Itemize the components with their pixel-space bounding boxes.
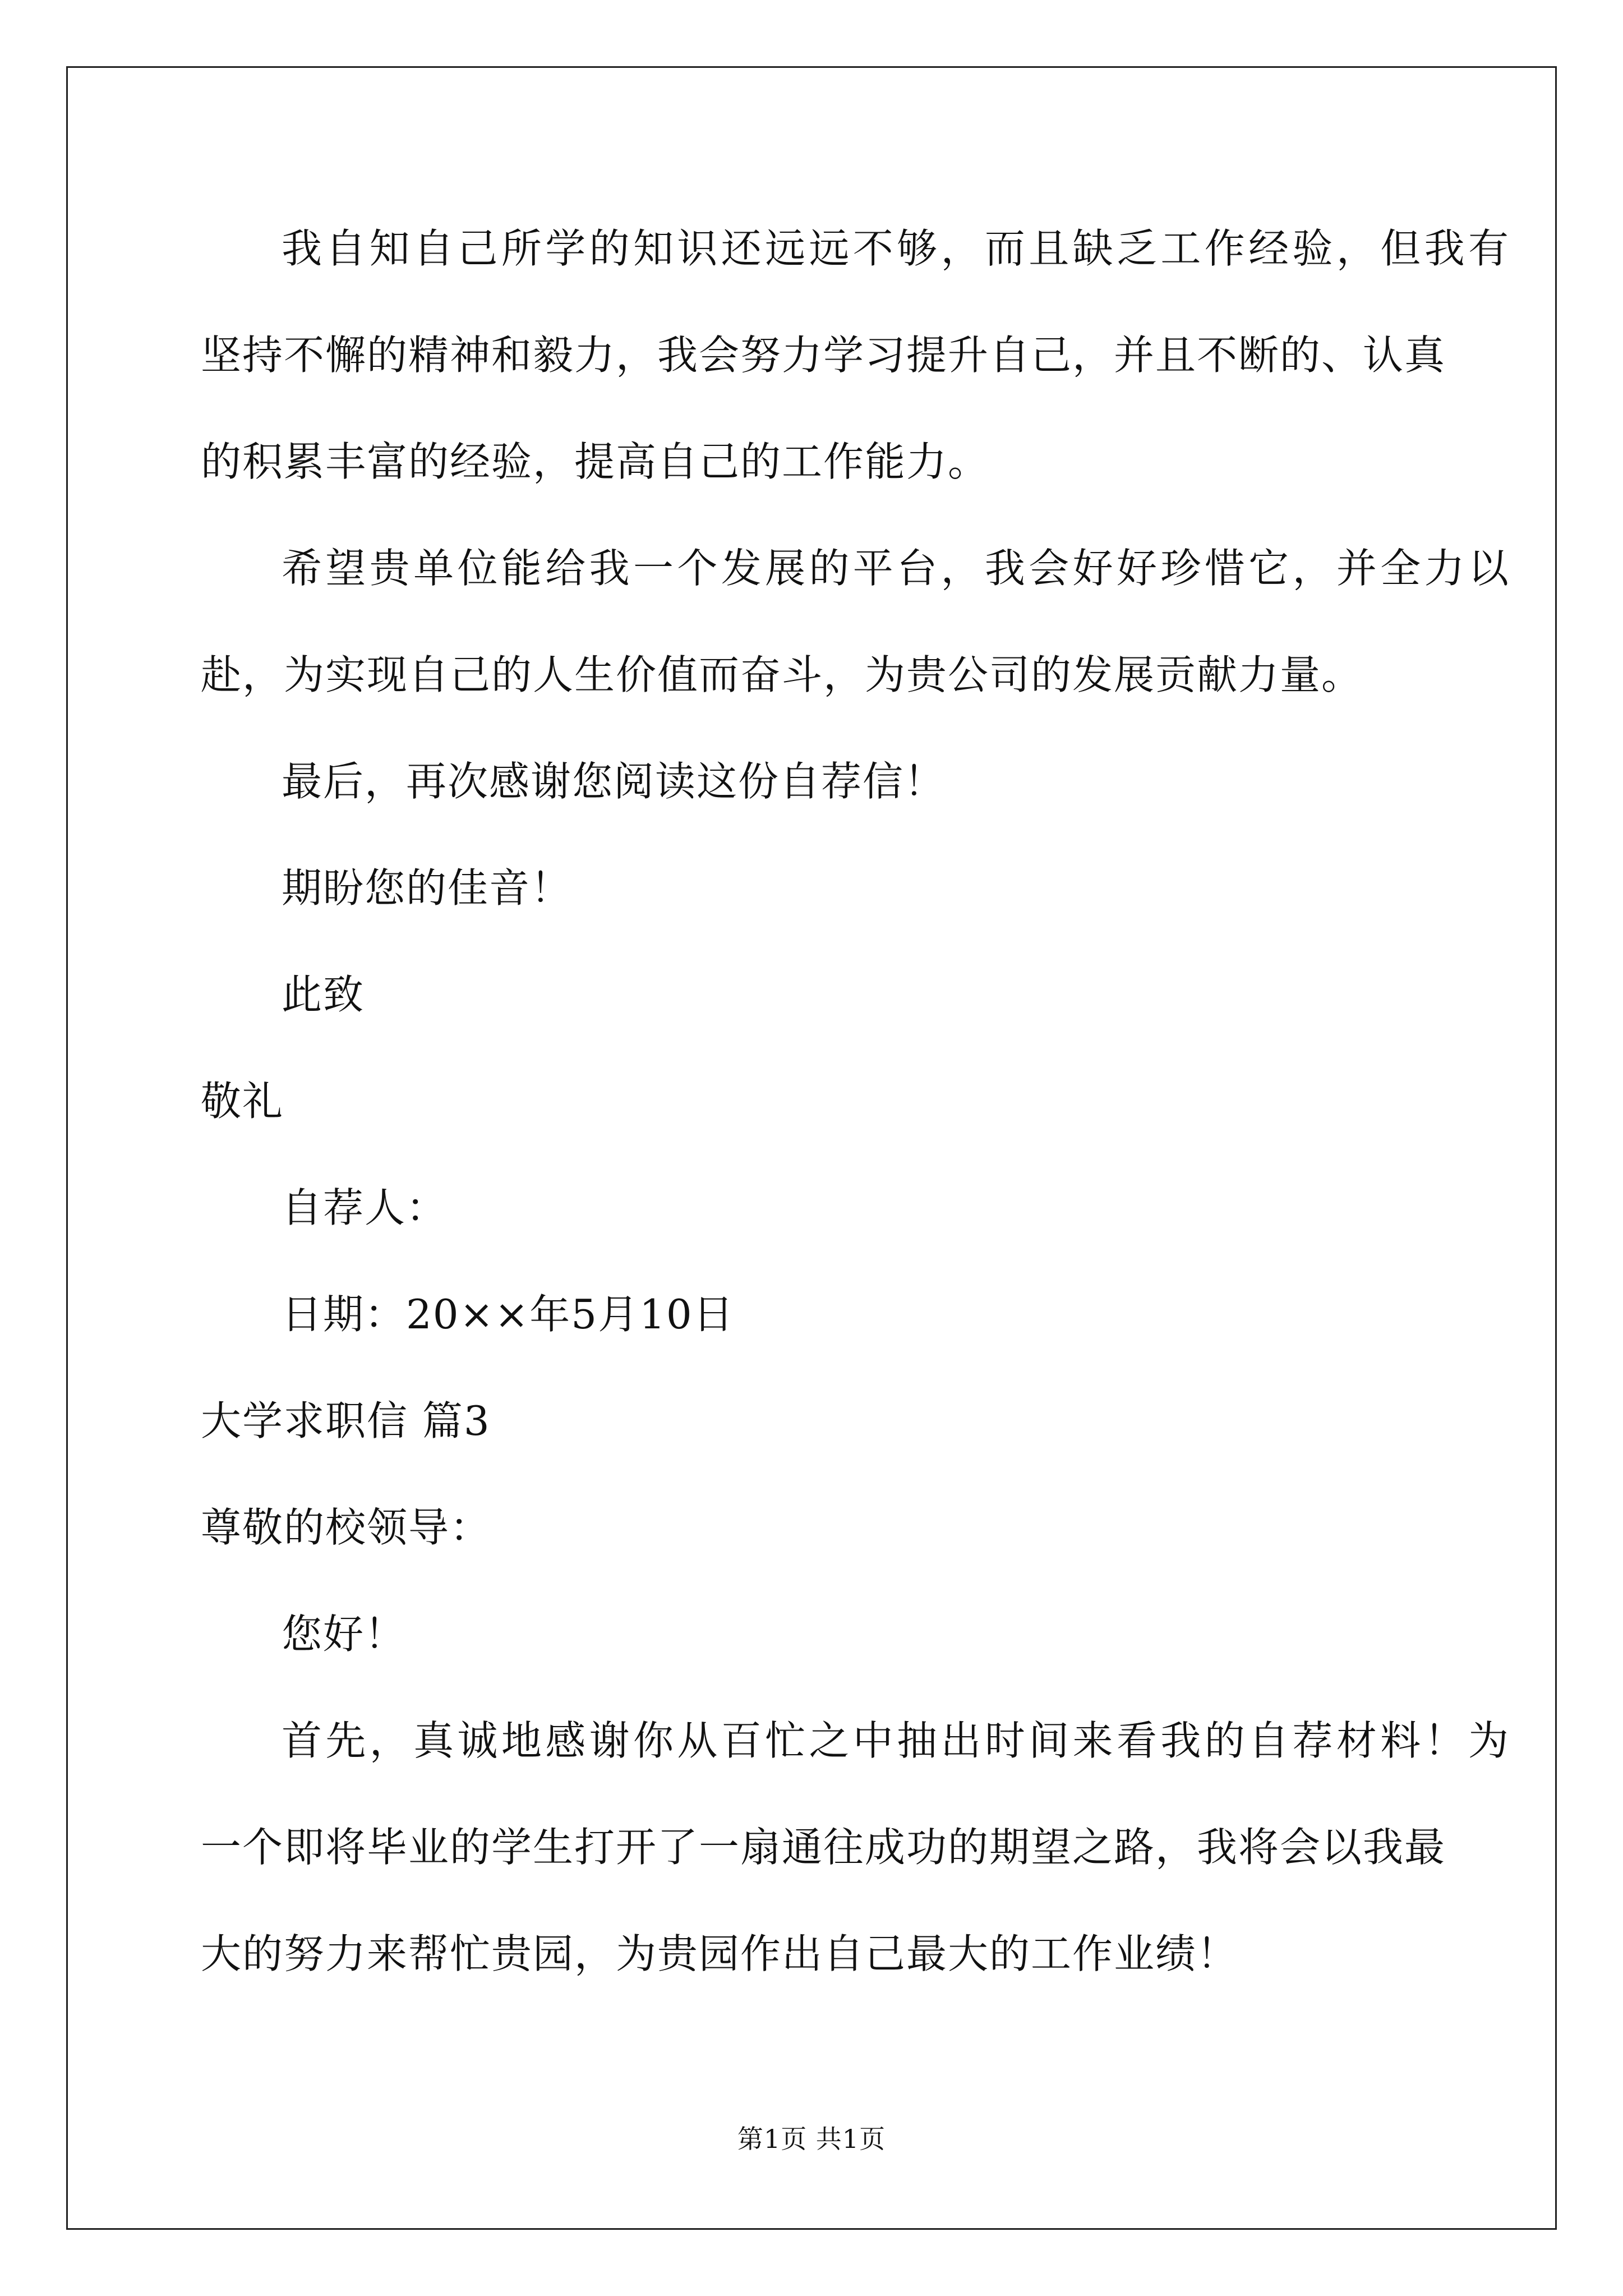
paragraph-line: 的积累丰富的经验，提高自己的工作能力。 [201,438,990,485]
greeting: 您好！ [282,1611,407,1658]
paragraph-line: 首先，真诚地感谢你从百忙之中抽出时间来看我的自荐材料！为 [282,1717,1510,1764]
section-heading: 大学求职信 篇3 [201,1397,491,1444]
page-number-footer: 第1页 共1页 [737,2124,886,2154]
paragraph-line: 坚持不懈的精神和毅力，我会努力学习提升自己，并且不断的、认真 [201,332,1446,379]
paragraph-line: 大的努力来帮忙贵园，为贵园作出自己最大的工作业绩！ [201,1930,1239,1977]
paragraph-line: 期盼您的佳音！ [282,864,573,912]
paragraph-line: 我自知自己所学的知识还远远不够，而且缺乏工作经验，但我有 [282,225,1510,272]
letter-salutation: 尊敬的校领导： [201,1504,492,1551]
paragraph-line: 一个即将毕业的学生打开了一扇通往成功的期望之路，我将会以我最 [201,1824,1446,1871]
closing-salutation: 敬礼 [201,1078,284,1125]
signature-label: 自荐人： [282,1184,448,1231]
paragraph-line: 希望贵单位能给我一个发展的平台，我会好好珍惜它，并全力以 [282,545,1510,592]
page-border [66,66,1557,2230]
paragraph-line: 最后，再次感谢您阅读这份自荐信！ [282,758,946,805]
date-line: 日期：20××年5月10日 [282,1291,735,1338]
closing-phrase: 此致 [282,971,365,1018]
paragraph-line: 赴，为实现自己的人生价值而奋斗，为贵公司的发展贡献力量。 [201,651,1363,698]
